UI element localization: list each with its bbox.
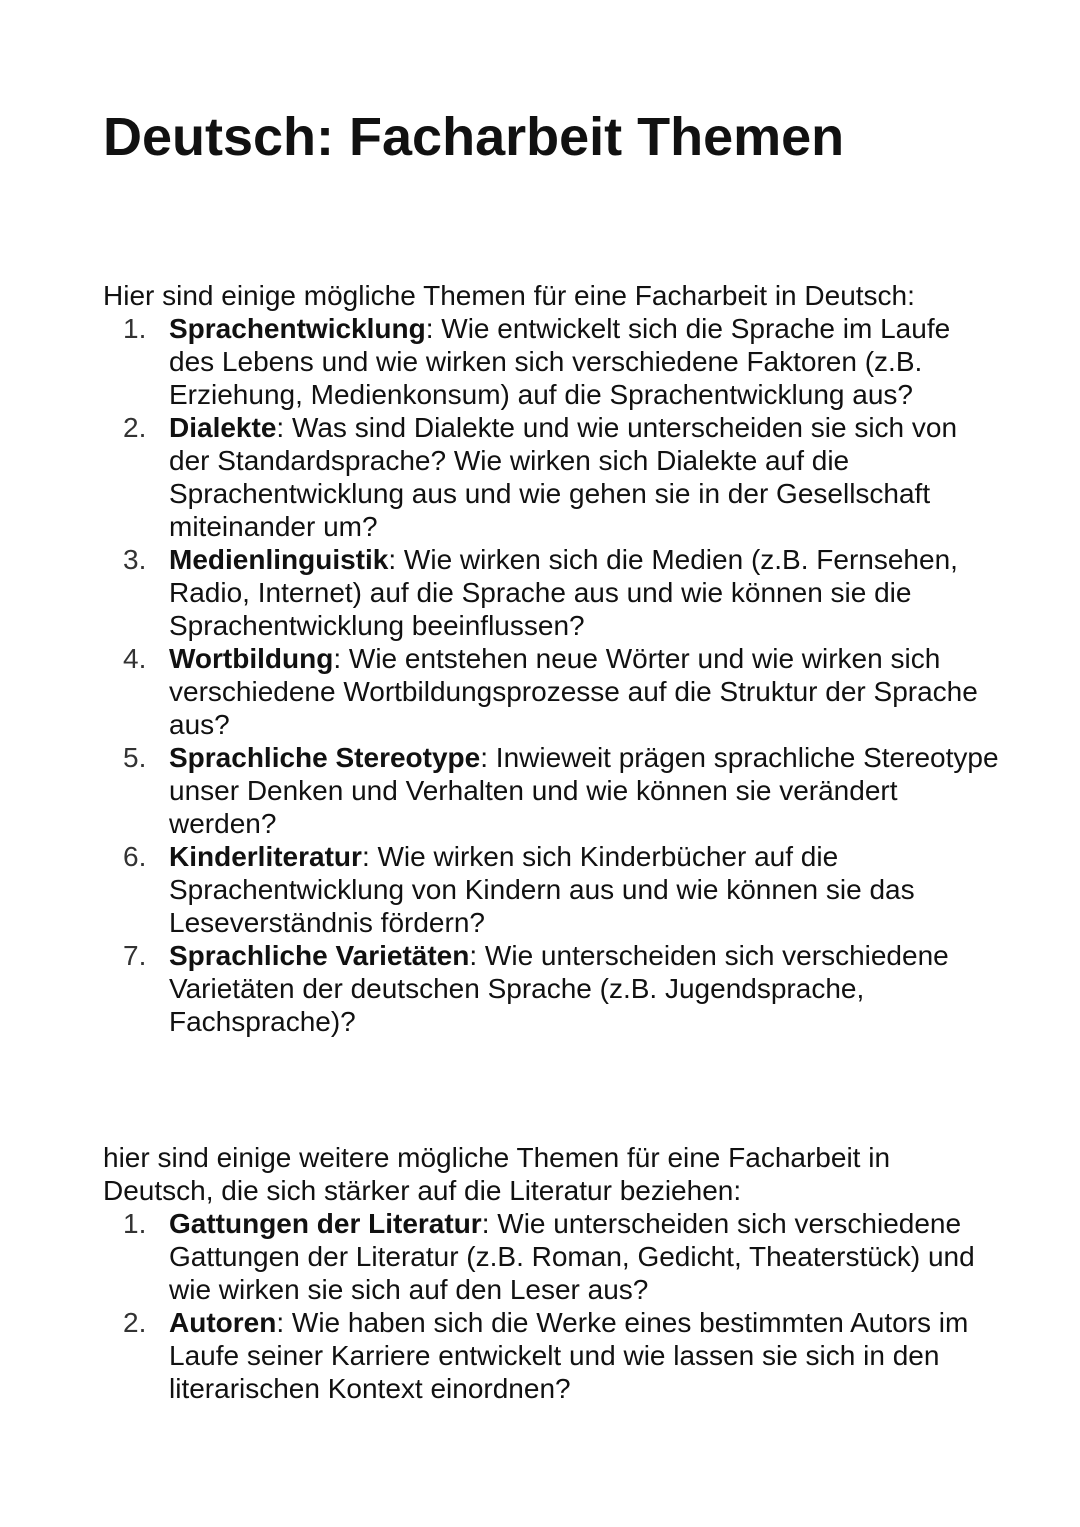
item-number: 4. — [123, 643, 147, 674]
item-term: Sprachliche Stereotype — [169, 742, 481, 773]
item-text: : Wie entstehen neue Wörter und wie wirken sich verschiedene Wortbildungsprozesse auf die Struktur der Sprache aus? — [169, 643, 978, 740]
item-number: 5. — [123, 742, 147, 773]
item-number: 6. — [123, 841, 147, 872]
item-term: Wortbildung — [169, 643, 334, 674]
page-title: Deutsch: Facharbeit Themen — [103, 107, 845, 167]
section-intro-line-2: Deutsch, die sich stärker auf die Literatur beziehen: — [103, 1175, 742, 1206]
item-number: 3. — [123, 544, 147, 575]
item-text: : Wie haben sich die Werke eines bestimmten Autors im Laufe seiner Karriere entwickelt und wie lassen sie sich in den literarischen Kontext einordnen? — [169, 1307, 969, 1404]
item-term: Kinderliteratur — [169, 841, 362, 872]
section-intro: Hier sind einige mögliche Themen für eine Facharbeit in Deutsch: — [103, 280, 915, 311]
item-term: Autoren — [169, 1307, 277, 1338]
item-number: 1. — [123, 313, 147, 344]
list-item — [103, 543, 1003, 642]
topic-list — [103, 312, 1003, 1038]
item-number: 7. — [123, 940, 147, 971]
list-item — [103, 1207, 1003, 1306]
list-item — [103, 840, 1003, 939]
item-text: : Was sind Dialekte und wie unterscheiden sie sich von der Standardsprache? Wie wirken sich Dialekte auf die Sprachentwicklung aus und wie gehen sie in der Gesellschaft miteinander um? — [169, 412, 958, 542]
topic-list — [103, 1207, 1003, 1405]
list-item — [103, 741, 1003, 840]
item-text: : Wie wirken sich Kinderbücher auf die Sprachentwicklung von Kindern aus und wie können sie das Leseverständnis fördern? — [169, 841, 915, 938]
item-text: : Wie wirken sich die Medien (z.B. Fernsehen, Radio, Internet) auf die Sprache aus und wie können sie die Sprachentwicklung beeinflussen? — [169, 544, 958, 641]
list-item — [103, 1306, 1003, 1405]
item-number: 1. — [123, 1208, 147, 1239]
item-text: : Wie unterscheiden sich verschiedene Varietäten der deutschen Sprache (z.B. Jugendsprache, Fachsprache)? — [169, 940, 949, 1037]
section-literature-topics — [103, 1141, 1003, 1405]
item-text: : Wie entwickelt sich die Sprache im Laufe des Lebens und wie wirken sich verschiedene Faktoren (z.B. Erziehung, Medienkonsum) auf die Sprachentwicklung aus? — [169, 313, 951, 410]
item-term: Medienlinguistik — [169, 544, 389, 575]
list-item — [103, 411, 1003, 543]
item-number: 2. — [123, 1307, 147, 1338]
item-text: : Wie unterscheiden sich verschiedene Gattungen der Literatur (z.B. Roman, Gedicht, Theaterstück) und wie wirken sie sich auf den Leser aus? — [169, 1208, 975, 1305]
list-item — [103, 312, 1003, 411]
item-term: Dialekte — [169, 412, 277, 443]
item-term: Gattungen der Literatur — [169, 1208, 482, 1239]
list-item — [103, 939, 1003, 1038]
section-intro-line-1: hier sind einige weitere mögliche Themen für eine Facharbeit in — [103, 1142, 891, 1173]
list-item — [103, 642, 1003, 741]
item-number: 2. — [123, 412, 147, 443]
section-language-topics — [103, 279, 1003, 1038]
item-term: Sprachliche Varietäten — [169, 940, 470, 971]
item-term: Sprachentwicklung — [169, 313, 426, 344]
item-text: : Inwieweit prägen sprachliche Stereotype unser Denken und Verhalten und wie können sie verändert werden? — [169, 742, 999, 839]
